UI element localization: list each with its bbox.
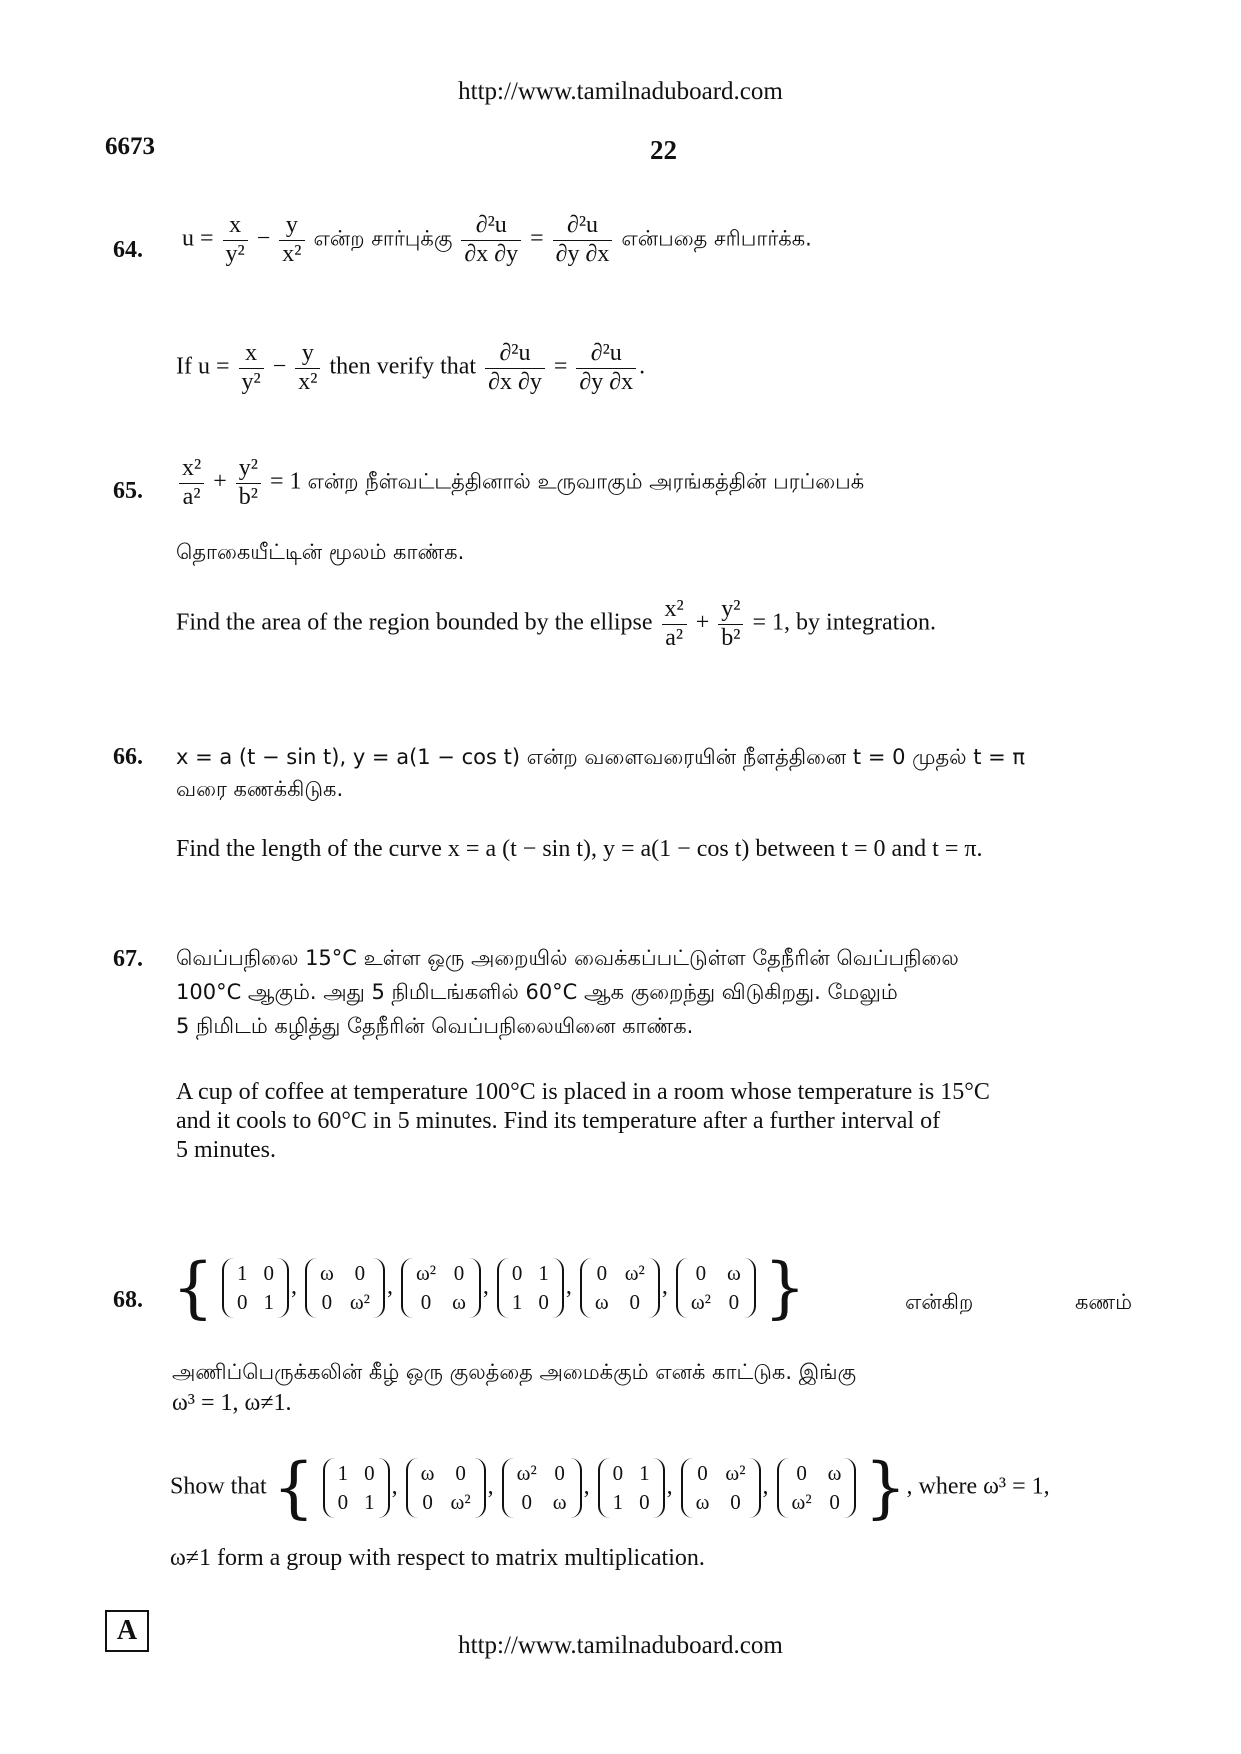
denominator: b²	[236, 483, 261, 512]
denominator: b²	[718, 624, 743, 653]
numerator: y²	[238, 455, 258, 481]
denominator: ∂x ∂y	[461, 240, 521, 269]
denominator: ∂y ∂x	[576, 368, 636, 397]
english-line: and it cools to 60°C in 5 minutes. Find its temperature after a further interval of	[176, 1108, 941, 1134]
brace-close: }	[864, 1449, 907, 1526]
minus-sign: −	[256, 225, 271, 252]
brace-open: {	[172, 1249, 214, 1326]
matrix-3: ω² 0 0 ω	[401, 1258, 481, 1319]
equals-one: = 1	[269, 468, 302, 495]
tamil-text: என்பதை சரிபார்க்க.	[621, 226, 812, 251]
numerator: y²	[721, 596, 741, 622]
numerator: ∂²u	[475, 212, 507, 238]
matrix-3: ω² 0 0 ω	[502, 1458, 582, 1519]
question-65-number: 65.	[113, 478, 143, 504]
question-68-tamil-line-3: ω³ = 1, ω≠1.	[172, 1390, 292, 1416]
question-65-english	[176, 596, 936, 652]
numerator: x	[245, 340, 258, 366]
numerator: x²	[182, 455, 202, 481]
question-64-number: 64.	[113, 237, 143, 263]
question-67-tamil-line-3: 5 நிமிடம் கழித்து தேநீரின் வெப்பநிலையினை காண்க.	[176, 1014, 694, 1038]
english-text: Show that	[170, 1473, 267, 1500]
fraction-x-over-y2	[223, 212, 248, 268]
english-text: then verify that	[329, 353, 477, 380]
question-68-tamil-line-2: அணிப்பெருக்கலின் கீழ் ஒரு குலத்தை அமைக்கும் எனக் காட்டுக. இங்கு	[172, 1360, 857, 1384]
denominator: ∂x ∂y	[485, 368, 545, 397]
numerator: x²	[664, 596, 684, 622]
fraction-y2-over-b2	[718, 596, 743, 652]
matrix-6: 0 ω ω² 0	[777, 1458, 857, 1519]
numerator: y	[285, 212, 298, 238]
paper-code: 6673	[105, 133, 155, 160]
header-url: http://www.tamilnaduboard.com	[458, 78, 783, 105]
brace-close: }	[763, 1249, 806, 1326]
english-text: , where ω³ = 1,	[906, 1473, 1050, 1500]
matrix-2: ω 0 0 ω²	[305, 1258, 385, 1319]
matrix-6: 0 ω ω² 0	[676, 1258, 756, 1319]
matrix-4: 0 1 1 0	[497, 1258, 564, 1319]
tamil-text: என்ற நீள்வட்டத்தினால் உருவாகும் அரங்கத்தின் பரப்பைக்	[307, 469, 865, 494]
if-u-equals: If u =	[176, 353, 230, 380]
english-line: 5 minutes.	[176, 1137, 276, 1163]
question-67-english	[176, 1078, 990, 1165]
tamil-text: என்ற சார்புக்கு	[313, 226, 453, 251]
matrix-5: 0 ω² ω 0	[681, 1458, 761, 1519]
question-67-tamil-line-2: 100°C ஆகும். அது 5 நிமிடங்களில் 60°C ஆக குறைந்து விடுகிறது. மேலும்	[176, 980, 898, 1004]
question-64-english	[176, 340, 645, 396]
minus-sign: −	[272, 353, 287, 380]
fraction-d2u-dxdy	[461, 212, 521, 268]
question-65-tamil-line-1	[176, 455, 864, 511]
period: .	[639, 353, 646, 380]
question-67-tamil-line-1: வெப்பநிலை 15°C உள்ள ஒரு அறையில் வைக்கப்பட்டுள்ள தேநீரின் வெப்பநிலை	[176, 946, 959, 970]
question-67-number: 67.	[113, 946, 143, 972]
numerator: y	[301, 340, 314, 366]
booklet-letter-box: A	[105, 1610, 149, 1652]
question-68-matrix-set: { 1 0 0 1 , ω 0 0 ω² , ω² 0 0 ω , 0 1 1 0 , 0 ω² ω 0 , 0 ω ω² 0 }	[172, 1249, 806, 1326]
english-line: A cup of coffee at temperature 100°C is placed in a room whose temperature is 15°C	[176, 1079, 990, 1105]
matrix-5: 0 ω² ω 0	[580, 1258, 660, 1319]
question-66-tamil-line-1: x = a (t − sin t), y = a(1 − cos t) என்ற வளைவரையின் நீளத்தினை t = 0 முதல் t = π	[176, 745, 1026, 769]
footer-url: http://www.tamilnaduboard.com	[458, 1632, 783, 1659]
page-number: 22	[650, 135, 677, 165]
question-68-tamil-word-1: என்கிற	[905, 1290, 974, 1314]
question-66-number: 66.	[113, 744, 143, 770]
matrix-4: 0 1 1 0	[598, 1458, 665, 1519]
question-66-english: Find the length of the curve x = a (t − sin t), y = a(1 − cos t) between t = 0 and t = π.	[176, 836, 983, 862]
fraction-x2-over-a2	[179, 455, 204, 511]
denominator: a²	[662, 624, 687, 653]
question-64-tamil	[182, 212, 812, 268]
denominator: x²	[279, 240, 304, 269]
fraction-d2u-dydx	[576, 340, 636, 396]
fraction-y-over-x2	[279, 212, 304, 268]
english-text: = 1, by integration.	[752, 609, 936, 636]
denominator: ∂y ∂x	[553, 240, 613, 269]
question-66-tamil-line-2: வரை கணக்கிடுக.	[176, 777, 344, 801]
equals-sign: =	[553, 353, 568, 380]
numerator: ∂²u	[566, 212, 599, 238]
fraction-y-over-x2	[295, 340, 320, 396]
denominator: y²	[239, 368, 264, 397]
matrix-2: ω 0 0 ω²	[406, 1458, 486, 1519]
denominator: y²	[223, 240, 248, 269]
u-equals: u =	[182, 225, 214, 252]
numerator: ∂²u	[499, 340, 531, 366]
denominator: x²	[295, 368, 320, 397]
plus-sign: +	[213, 468, 227, 495]
equals-sign: =	[530, 225, 544, 252]
question-68-number: 68.	[113, 1287, 143, 1313]
numerator: ∂²u	[590, 340, 622, 366]
fraction-d2u-dxdy	[485, 340, 545, 396]
denominator: a²	[179, 483, 204, 512]
brace-open: {	[272, 1449, 315, 1526]
question-68-english: Show that { 1 0 0 1 , ω 0 0 ω² , ω² 0 0 ω , 0 1 1 0 , 0 ω² ω 0 , 0 ω ω² 0 }, where ω³ = 1,	[170, 1449, 1050, 1526]
question-68-tamil-word-2: கணம்	[1075, 1290, 1133, 1314]
english-text: Find the area of the region bounded by the ellipse	[176, 609, 653, 636]
question-65-tamil-line-2: தொகையீட்டின் மூலம் காண்க.	[176, 540, 465, 564]
fraction-x2-over-a2	[662, 596, 687, 652]
question-68-english-line-2: ω≠1 form a group with respect to matrix multiplication.	[170, 1545, 705, 1571]
matrix-1: 1 0 0 1	[323, 1458, 390, 1519]
fraction-x-over-y2	[239, 340, 264, 396]
numerator: x	[229, 212, 242, 238]
fraction-y2-over-b2	[236, 455, 261, 511]
plus-sign: +	[695, 609, 710, 636]
fraction-d2u-dydx	[553, 212, 613, 268]
matrix-1: 1 0 0 1	[222, 1258, 289, 1319]
